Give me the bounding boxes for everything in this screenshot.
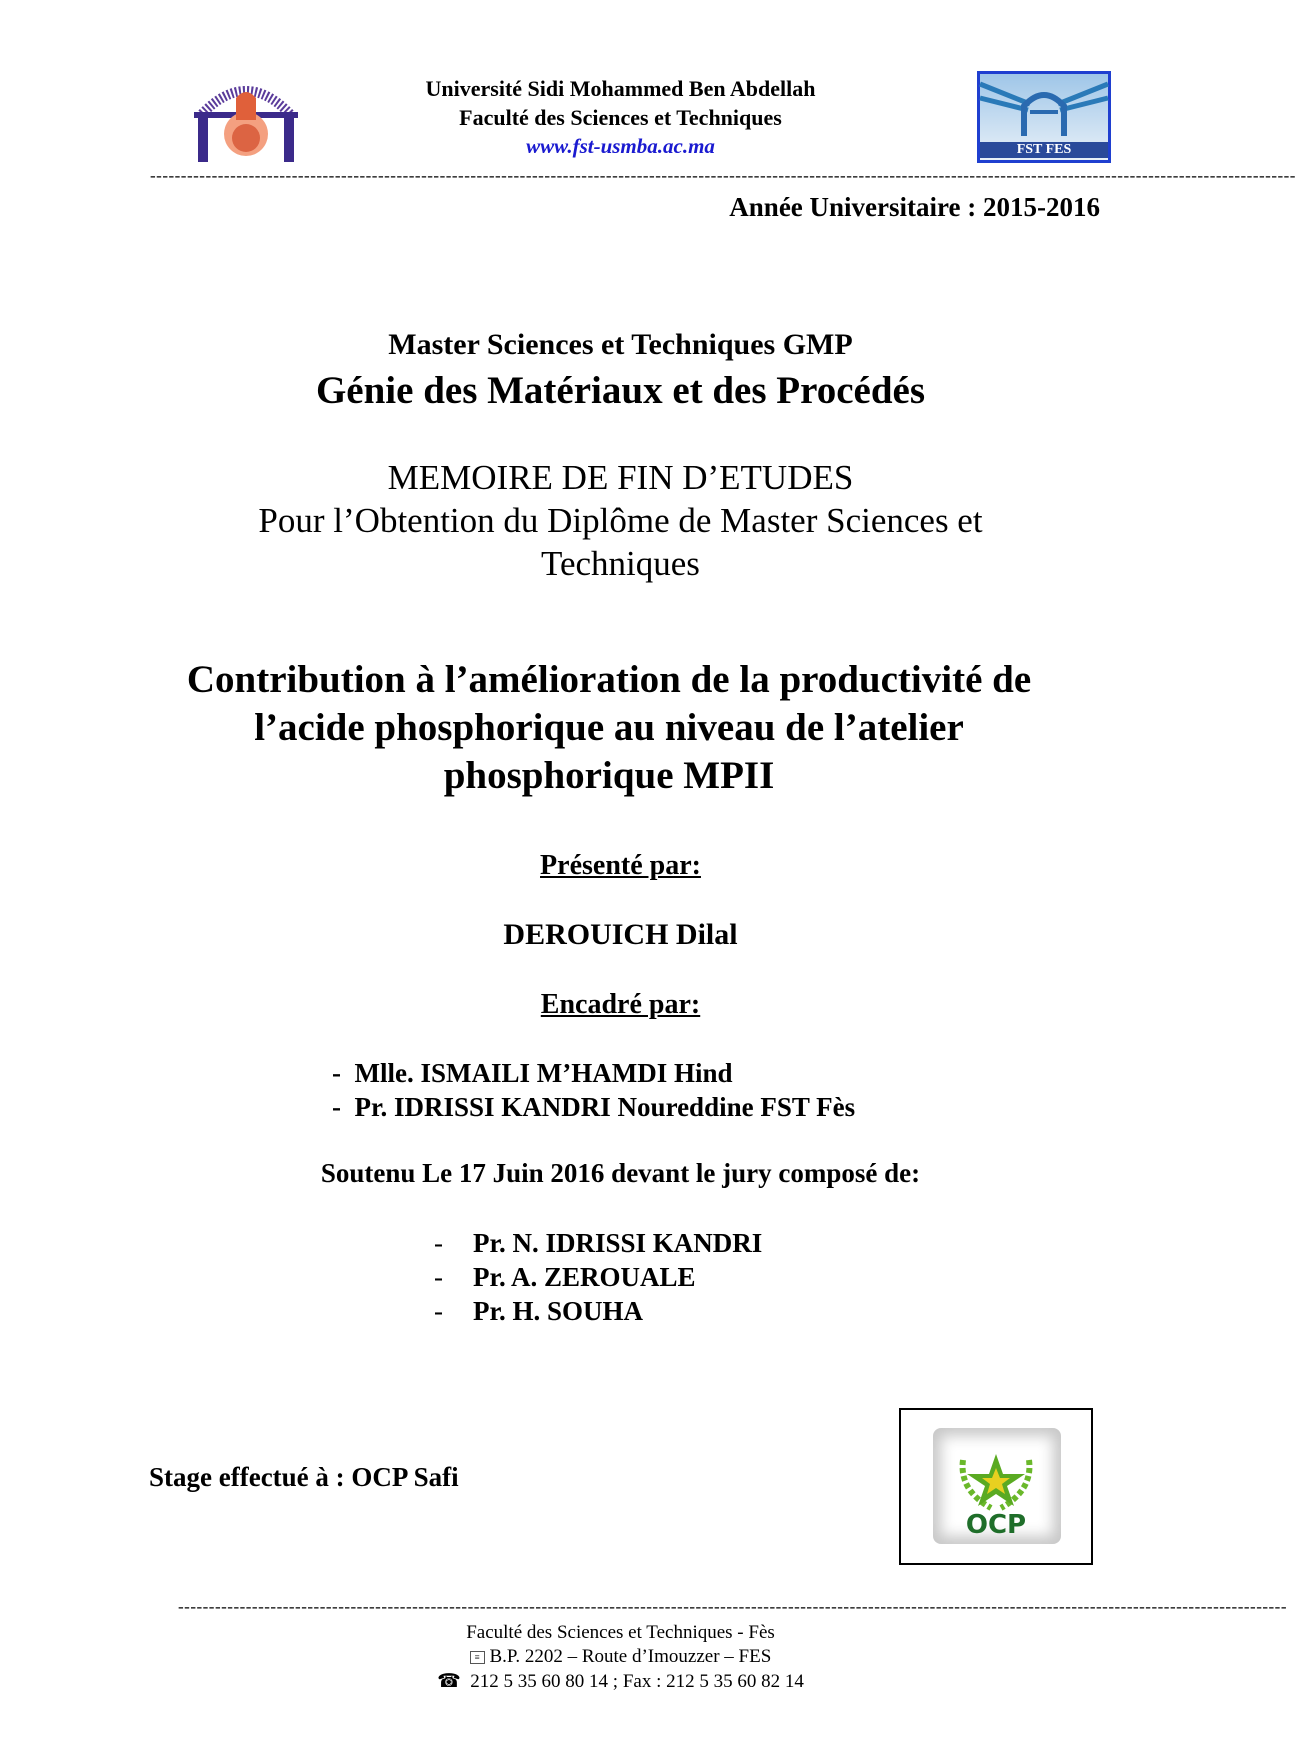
- jury-item: - Pr. N. IDRISSI KANDRI: [434, 1228, 763, 1258]
- footer-phone-text: 212 5 35 60 80 14 ; Fax : 212 5 35 60 82 14: [470, 1671, 804, 1692]
- thesis-title-line: phosphorique MPII: [443, 754, 775, 797]
- footer-faculty: Faculté des Sciences et Techniques - Fès: [466, 1622, 775, 1643]
- thesis-title: [0, 656, 1218, 800]
- supervisor-list: [332, 1056, 855, 1124]
- website-link[interactable]: www.fst-usmba.ac.ma: [526, 134, 715, 158]
- jury-member: Pr. A. ZEROUALE: [473, 1262, 696, 1292]
- supervisor-item: - Mlle. ISMAILI M’HAMDI Hind: [332, 1058, 733, 1088]
- jury-list: [434, 1226, 762, 1328]
- footer-phone: [0, 1670, 1241, 1693]
- thesis-title-line: l’acide phosphorique au niveau de l’atelier: [254, 706, 964, 749]
- supervised-by-label: Encadré par:: [540, 989, 701, 1020]
- mailbox-icon: ≡: [470, 1651, 485, 1664]
- faculty-name: Faculté des Sciences et Techniques: [459, 105, 782, 130]
- presented-by-label: Présenté par:: [540, 850, 701, 881]
- memoire-subtitle-1: Pour l’Obtention du Diplôme de Master Sciences et: [258, 501, 983, 540]
- supervisor-item: - Pr. IDRISSI KANDRI Noureddine FST Fès: [332, 1092, 856, 1122]
- jury-member: Pr. H. SOUHA: [473, 1296, 644, 1326]
- fst-fes-logo: [977, 71, 1111, 163]
- footer-address-text: B.P. 2202 – Route d’Imouzzer – FES: [489, 1646, 772, 1667]
- memoire-subtitle-2: Techniques: [541, 544, 700, 583]
- jury-item: - Pr. H. SOUHA: [434, 1296, 644, 1326]
- academic-year: Année Universitaire : 2015-2016: [729, 192, 1100, 222]
- fst-fes-logo-text: FST FES: [980, 142, 1108, 158]
- supervisor-name: Mlle. ISMAILI M’HAMDI Hind: [354, 1058, 733, 1088]
- ocp-logo-box: [899, 1408, 1093, 1565]
- internship-info: Stage effectué à : OCP Safi: [149, 1462, 459, 1492]
- master-program: Master Sciences et Techniques GMP: [388, 328, 853, 361]
- footer-address: [0, 1646, 1241, 1668]
- header-divider: ------------------------------------------------------------------------------------------------------------------------------------------------------------------------------------------: [150, 166, 1296, 185]
- jury-item: - Pr. A. ZEROUALE: [434, 1262, 696, 1292]
- memoire-title: MEMOIRE DE FIN D’ETUDES: [387, 458, 854, 497]
- university-name: Université Sidi Mohammed Ben Abdellah: [425, 76, 816, 101]
- supervisor-name: Pr. IDRISSI KANDRI Noureddine FST Fès: [354, 1092, 856, 1122]
- ocp-logo-text: OCP: [965, 1510, 1027, 1540]
- defense-info: Soutenu Le 17 Juin 2016 devant le jury composé de:: [320, 1158, 921, 1188]
- footer-divider: ------------------------------------------------------------------------------------------------------------------------------------------------------------------------------------: [178, 1597, 1288, 1616]
- phone-icon: ☎: [437, 1671, 461, 1692]
- jury-member: Pr. N. IDRISSI KANDRI: [473, 1228, 763, 1258]
- author-name: DEROUICH Dilal: [503, 918, 738, 951]
- thesis-title-line: Contribution à l’amélioration de la productivité de: [186, 658, 1032, 701]
- specialty-title: Génie des Matériaux et des Procédés: [315, 369, 926, 412]
